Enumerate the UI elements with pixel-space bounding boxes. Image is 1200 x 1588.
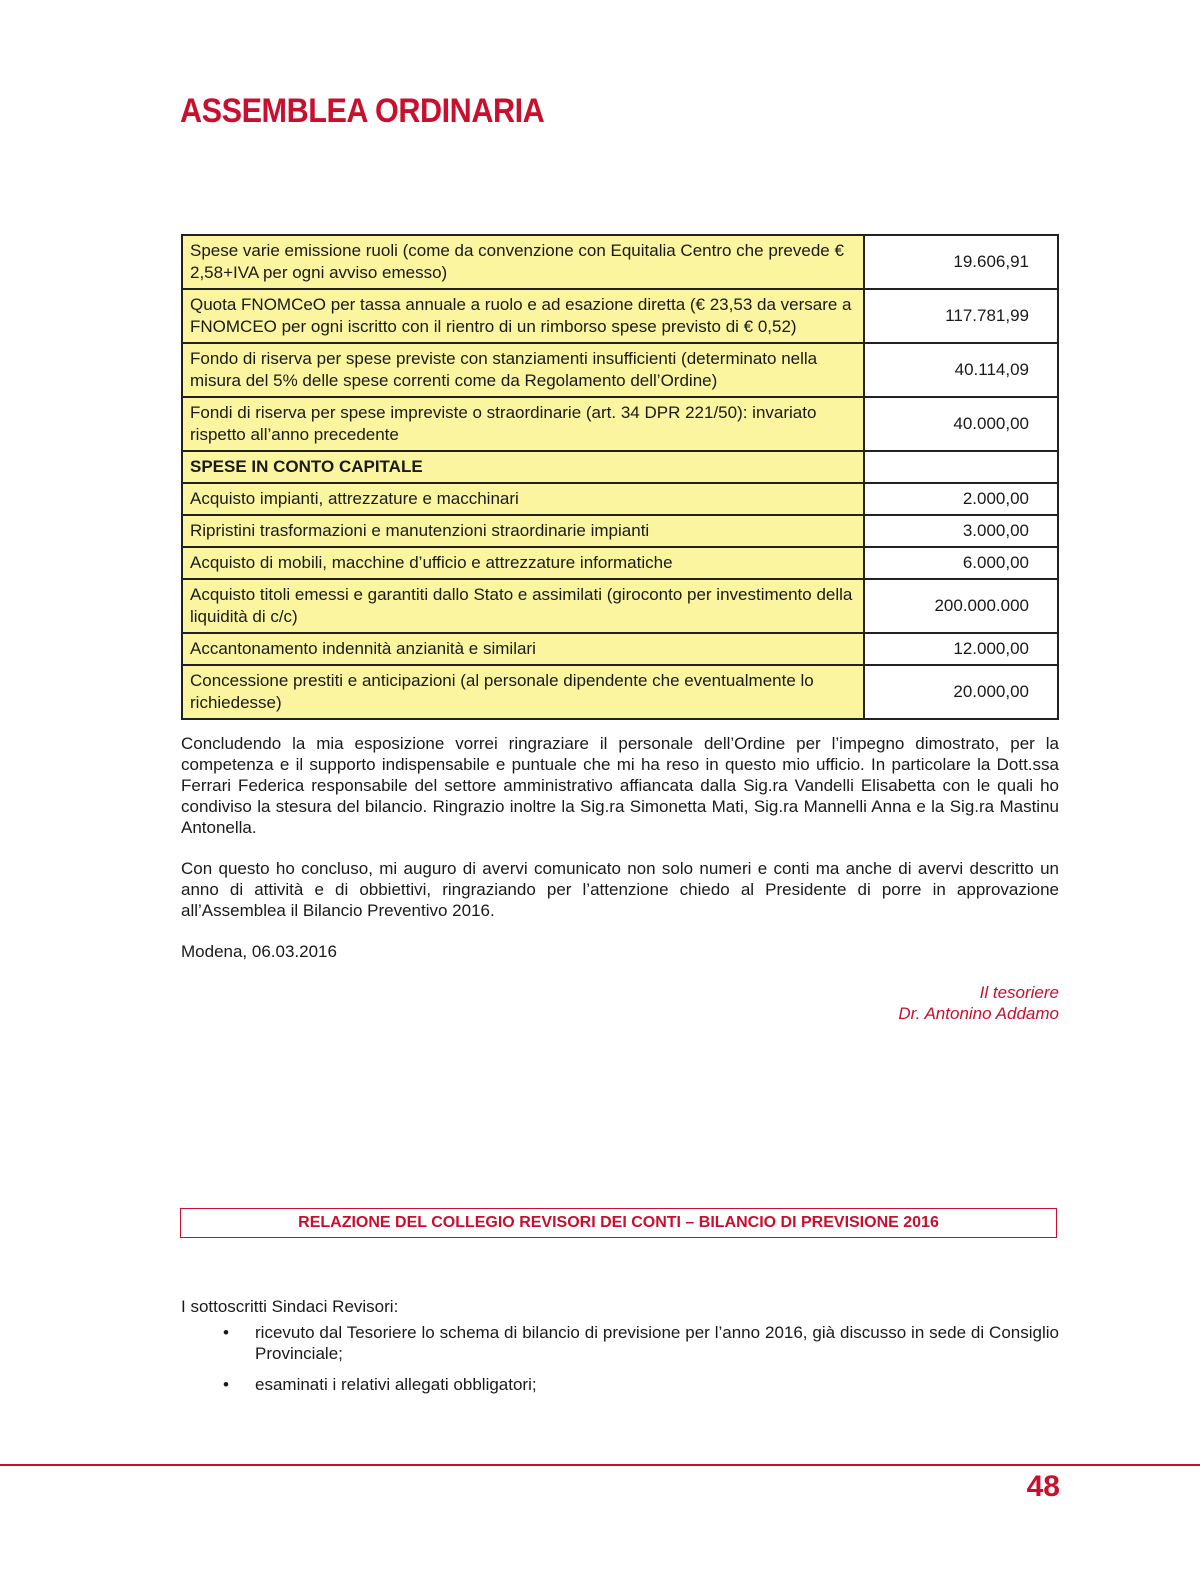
- bullet-icon: •: [223, 1375, 229, 1394]
- row-amount: 19.606,91: [864, 235, 1058, 289]
- row-description: Quota FNOMCeO per tassa annuale a ruolo e ad esazione diretta (€ 23,53 da versare a FNOMCEO per ogni iscritto con il rientro di un rimborso spese previsto di € 0,52): [182, 289, 864, 343]
- closing-paragraph: Concludendo la mia esposizione vorrei ringraziare il personale dell’Ordine per l’impegno dimostrato, per la competenza e il supporto indispensabile e puntuale che mi ha reso in questo mio ufficio. In particolare la Dott.ssa Ferrari Federica responsabile del settore amministrativo affiancata dalla Sig.ra Vandelli Elisabetta con le quali ho condiviso la stesura del bilancio. Ringrazio inoltre la Sig.ra Simonetta Mati, Sig.ra Mannelli Anna e la Sig.ra Mastinu Antonella.: [181, 734, 1059, 837]
- row-description: Spese varie emissione ruoli (come da convenzione con Equitalia Centro che prevede € 2,58+IVA per ogni avviso emesso): [182, 235, 864, 289]
- list-item: [181, 1374, 1059, 1395]
- footer-divider: [0, 1464, 1200, 1466]
- table-row: [182, 483, 1058, 515]
- table-row: [182, 235, 1058, 289]
- section-heading: RELAZIONE DEL COLLEGIO REVISORI DEI CONTI – BILANCIO DI PREVISIONE 2016: [180, 1208, 1057, 1238]
- row-description: Acquisto impianti, attrezzature e macchinari: [182, 483, 864, 515]
- row-amount: 20.000,00: [864, 665, 1058, 719]
- row-amount: 40.000,00: [864, 397, 1058, 451]
- table-row: [182, 547, 1058, 579]
- table-row: [182, 633, 1058, 665]
- table-row: [182, 515, 1058, 547]
- table-row: [182, 665, 1058, 719]
- table-row: [182, 397, 1058, 451]
- row-amount: 3.000,00: [864, 515, 1058, 547]
- row-description: Ripristini trasformazioni e manutenzioni straordinarie impianti: [182, 515, 864, 547]
- row-amount: 2.000,00: [864, 483, 1058, 515]
- table-row: [182, 579, 1058, 633]
- table-section-row: [182, 451, 1058, 483]
- signature-block: [898, 982, 1059, 1024]
- row-description: Concessione prestiti e anticipazioni (al personale dipendente che eventualmente lo richiedesse): [182, 665, 864, 719]
- row-amount: [864, 451, 1058, 483]
- row-amount: 12.000,00: [864, 633, 1058, 665]
- row-description: Acquisto di mobili, macchine d’ufficio e attrezzature informatiche: [182, 547, 864, 579]
- table-row: [182, 289, 1058, 343]
- row-description: Fondi di riserva per spese impreviste o straordinarie (art. 34 DPR 221/50): invariato rispetto all’anno precedente: [182, 397, 864, 451]
- list-item-text: esaminati i relativi allegati obbligatori;: [255, 1375, 537, 1394]
- row-amount: 40.114,09: [864, 343, 1058, 397]
- place-date: Modena, 06.03.2016: [181, 942, 337, 961]
- row-description: Accantonamento indennità anzianità e similari: [182, 633, 864, 665]
- row-amount: 117.781,99: [864, 289, 1058, 343]
- section-label: SPESE IN CONTO CAPITALE: [182, 451, 864, 483]
- page-number: 48: [1026, 1470, 1060, 1503]
- bullet-icon: •: [223, 1323, 229, 1342]
- row-amount: 200.000.000: [864, 579, 1058, 633]
- table-row: [182, 343, 1058, 397]
- page-title: ASSEMBLEA ORDINARIA: [180, 92, 545, 130]
- conclusion-paragraph: Con questo ho concluso, mi auguro di avervi comunicato non solo numeri e conti ma anche di avervi descritto un anno di attività e di obbiettivi, ringraziando per l’attenzione chiedo al Presidente di porre in approvazione all’Assemblea il Bilancio Preventivo 2016.: [181, 859, 1059, 920]
- list-item-text: ricevuto dal Tesoriere lo schema di bilancio di previsione per l’anno 2016, già discusso in sede di Consiglio Provinciale;: [255, 1323, 1059, 1363]
- list-item: [181, 1322, 1059, 1364]
- budget-table: [181, 234, 1059, 720]
- signature-role: Il tesoriere: [979, 983, 1059, 1002]
- report-list: [181, 1322, 1059, 1405]
- signature-name: Dr. Antonino Addamo: [898, 1004, 1059, 1023]
- row-description: Acquisto titoli emessi e garantiti dallo Stato e assimilati (giroconto per investimento della liquidità di c/c): [182, 579, 864, 633]
- report-intro: I sottoscritti Sindaci Revisori:: [181, 1297, 399, 1316]
- row-amount: 6.000,00: [864, 547, 1058, 579]
- row-description: Fondo di riserva per spese previste con stanziamenti insufficienti (determinato nella misura del 5% delle spese correnti come da Regolamento dell’Ordine): [182, 343, 864, 397]
